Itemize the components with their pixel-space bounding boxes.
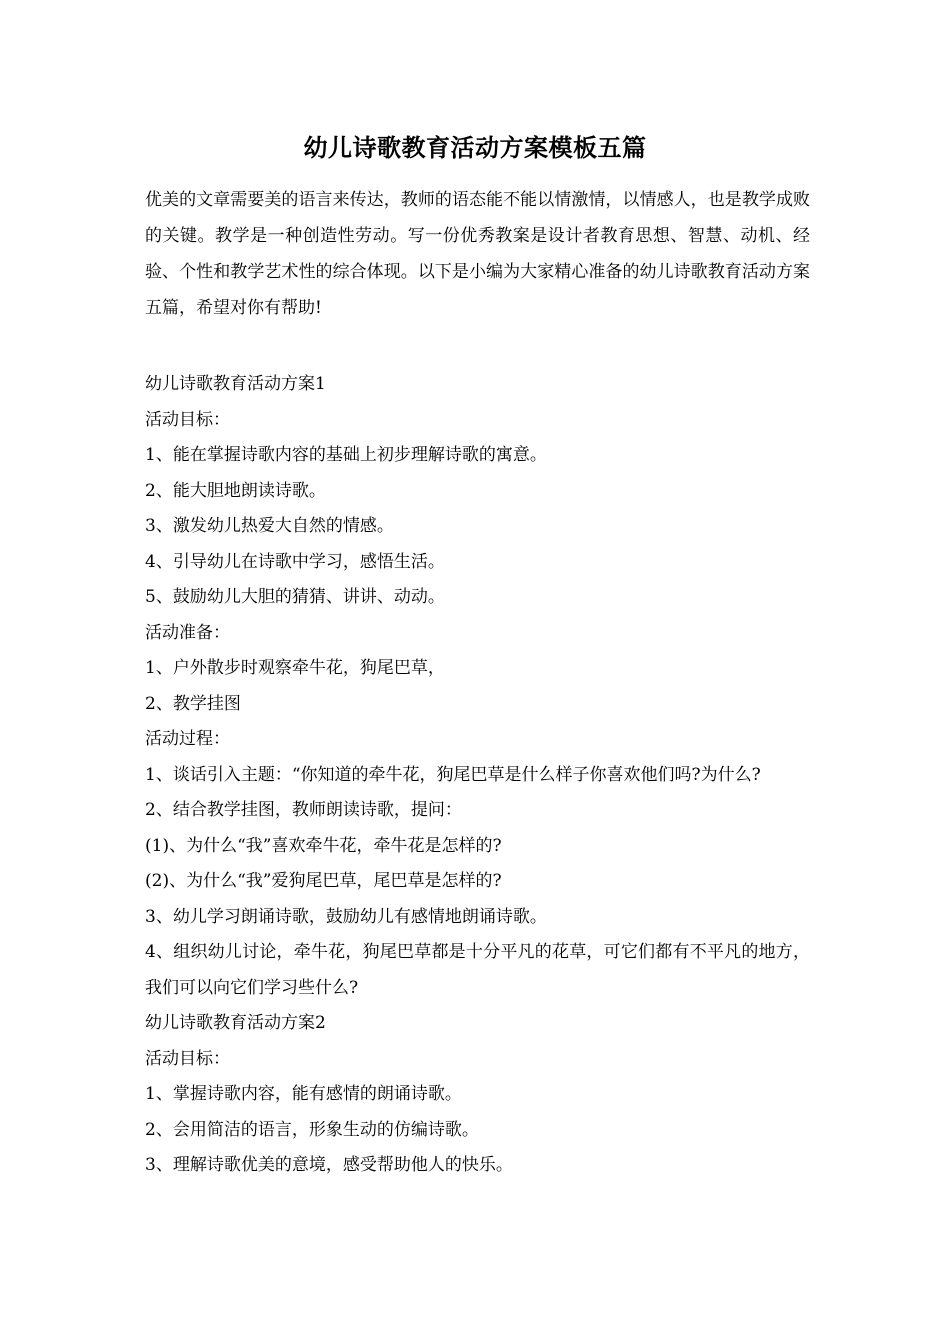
plan1-goal-item: 3、激发幼儿热爱大自然的情感。 xyxy=(145,516,394,536)
plan2-goals-label: 活动目标： xyxy=(145,1048,230,1069)
plan1-goal-item: 4、引导幼儿在诗歌中学习，感悟生活。 xyxy=(145,551,445,572)
plan1-goal-item: 1、能在掌握诗歌内容的基础上初步理解诗歌的寓意。 xyxy=(145,445,547,465)
plan1-heading: 幼儿诗歌教育活动方案1 xyxy=(145,374,326,394)
plan1-prep-label: 活动准备： xyxy=(145,622,230,643)
plan1-process-label: 活动过程： xyxy=(145,729,230,749)
plan1-process-substep: (2)、为什么“我”爱狗尾巴草，尾巴草是怎样的? xyxy=(145,871,502,891)
plan1-prep-item: 2、教学挂图 xyxy=(145,693,241,714)
document-title: 幼儿诗歌教育活动方案模板五篇 xyxy=(303,133,647,162)
plan1-process-substep: (1)、为什么“我”喜欢牵牛花，牵牛花是怎样的? xyxy=(145,835,502,856)
plan1-goal-item: 2、能大胆地朗读诗歌。 xyxy=(145,480,326,501)
plan1-process-step: 1、谈话引入主题：“你知道的牵牛花，狗尾巴草是什么样子你喜欢他们吗?为什么? xyxy=(145,764,761,785)
document-body xyxy=(145,367,810,1184)
plan1-process-step: 3、幼儿学习朗诵诗歌，鼓励幼儿有感情地朗诵诗歌。 xyxy=(145,906,547,927)
plan1-process-step: 2、结合教学挂图，教师朗读诗歌，提问： xyxy=(145,800,462,820)
plan1-prep-item: 1、户外散步时观察牵牛花，狗尾巴草， xyxy=(145,658,445,678)
plan2-heading: 幼儿诗歌教育活动方案2 xyxy=(145,1013,326,1033)
plan2-goal-item: 1、掌握诗歌内容，能有感情的朗诵诗歌。 xyxy=(145,1084,462,1104)
plan1-goals-label: 活动目标： xyxy=(145,409,230,430)
plan1-process-step: 4、组织幼儿讨论，牵牛花，狗尾巴草都是十分平凡的花草，可它们都有不平凡的地方，我们可以向它们学习些什么? xyxy=(145,942,810,998)
plan2-goal-item: 3、理解诗歌优美的意境，感受帮助他人的快乐。 xyxy=(145,1155,513,1175)
plan2-goal-item: 2、会用简洁的语言，形象生动的仿编诗歌。 xyxy=(145,1119,479,1140)
intro-paragraph: 优美的文章需要美的语言来传达，教师的语态能不能以情激情，以情感人，也是教学成败的关键。教学是一种创造性劳动。写一份优秀教案是设计者教育思想、智慧、动机、经验、个性和教学艺术性的综合体现。以下是小编为大家精心准备的幼儿诗歌教育活动方案五篇，希望对你有帮助! xyxy=(145,190,810,318)
plan1-goal-item: 5、鼓励幼儿大胆的猜猜、讲讲、动动。 xyxy=(145,587,445,607)
